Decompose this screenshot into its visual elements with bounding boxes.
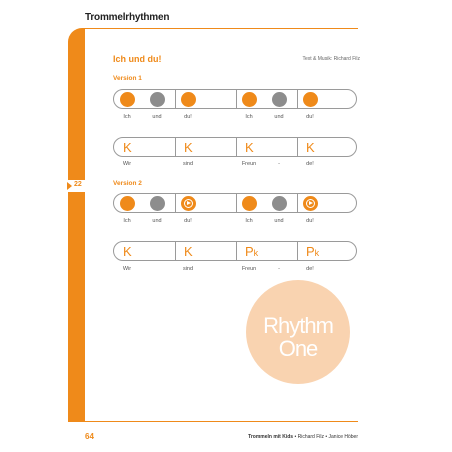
- beat-dot: [120, 196, 135, 211]
- bar-separator: [175, 242, 176, 261]
- beat-row-v1: [113, 89, 357, 109]
- lyric: und: [274, 114, 284, 120]
- lyric: de!: [306, 266, 314, 272]
- beat-dot: [272, 196, 287, 211]
- lyric: und: [152, 218, 162, 224]
- accent-arrow-icon: [303, 196, 318, 211]
- beat-dot: [150, 92, 165, 107]
- bar-separator: [297, 242, 298, 261]
- side-band: [68, 28, 85, 421]
- page-number: 64: [85, 432, 94, 441]
- beat-dot: [120, 92, 135, 107]
- stroke-symbol: K: [123, 244, 132, 259]
- lyric: du!: [184, 114, 192, 120]
- lyric: -: [278, 266, 280, 272]
- accent-arrow-icon: [181, 196, 196, 211]
- lyric: Ich: [123, 218, 131, 224]
- stroke-symbol: K: [245, 140, 254, 155]
- bar-separator: [236, 242, 237, 261]
- chapter-title: Trommelrhythmen: [85, 12, 170, 23]
- beat-dot: [150, 196, 165, 211]
- lyric: Ich: [245, 114, 253, 120]
- lyric: und: [274, 218, 284, 224]
- bar-separator: [236, 138, 237, 157]
- beat-dot: [303, 92, 318, 107]
- bar-separator: [297, 194, 298, 213]
- version-2-label: Version 2: [113, 180, 142, 187]
- stroke-row-v1: [113, 137, 357, 157]
- book-authors: • Richard Filz • Janice Höber: [294, 434, 358, 440]
- stroke-symbol: Pk: [306, 244, 320, 259]
- lyric: du!: [184, 218, 192, 224]
- bar-separator: [175, 138, 176, 157]
- lyric: sind: [182, 266, 194, 272]
- bar-separator: [175, 194, 176, 213]
- beat-dot: [242, 92, 257, 107]
- stroke-symbol: K: [123, 140, 132, 155]
- page-ref-number: 22: [74, 181, 82, 188]
- stroke-symbol: Pk: [245, 244, 259, 259]
- top-rule: [85, 28, 358, 29]
- lyric: du!: [306, 218, 314, 224]
- lyric: Wir: [122, 161, 132, 167]
- lyric: du!: [306, 114, 314, 120]
- lyric: Wir: [122, 266, 132, 272]
- bar-separator: [297, 138, 298, 157]
- bar-separator: [297, 90, 298, 109]
- lyric: Ich: [245, 218, 253, 224]
- stroke-symbol: K: [184, 244, 193, 259]
- song-title: Ich und du!: [113, 54, 162, 64]
- lyric: de!: [306, 161, 314, 167]
- bar-separator: [236, 194, 237, 213]
- song-credit: Text & Musik: Richard Filz: [302, 56, 360, 62]
- logo-text-line2: One: [278, 336, 318, 361]
- lyric: Freun: [241, 161, 257, 167]
- bar-separator: [236, 90, 237, 109]
- lyric: Freun: [241, 266, 257, 272]
- beat-dot: [181, 92, 196, 107]
- bottom-rule: [68, 421, 358, 422]
- lyric: -: [278, 161, 280, 167]
- stroke-symbol: K: [306, 140, 315, 155]
- lyric: Ich: [123, 114, 131, 120]
- footer-credit: [248, 434, 358, 440]
- book-title: Trommeln mit Kids: [248, 434, 294, 440]
- version-1-label: Version 1: [113, 75, 142, 82]
- triangle-right-icon: [67, 182, 72, 190]
- beat-dot: [272, 92, 287, 107]
- stroke-row-v2: [113, 241, 357, 261]
- bar-separator: [175, 90, 176, 109]
- beat-dot: [242, 196, 257, 211]
- lyric: und: [152, 114, 162, 120]
- logo-text-line1: Rhythm: [263, 313, 333, 338]
- beat-row-v2: [113, 193, 357, 213]
- page-ref-tab[interactable]: [65, 180, 87, 192]
- stroke-symbol: K: [184, 140, 193, 155]
- lyric: sind: [182, 161, 194, 167]
